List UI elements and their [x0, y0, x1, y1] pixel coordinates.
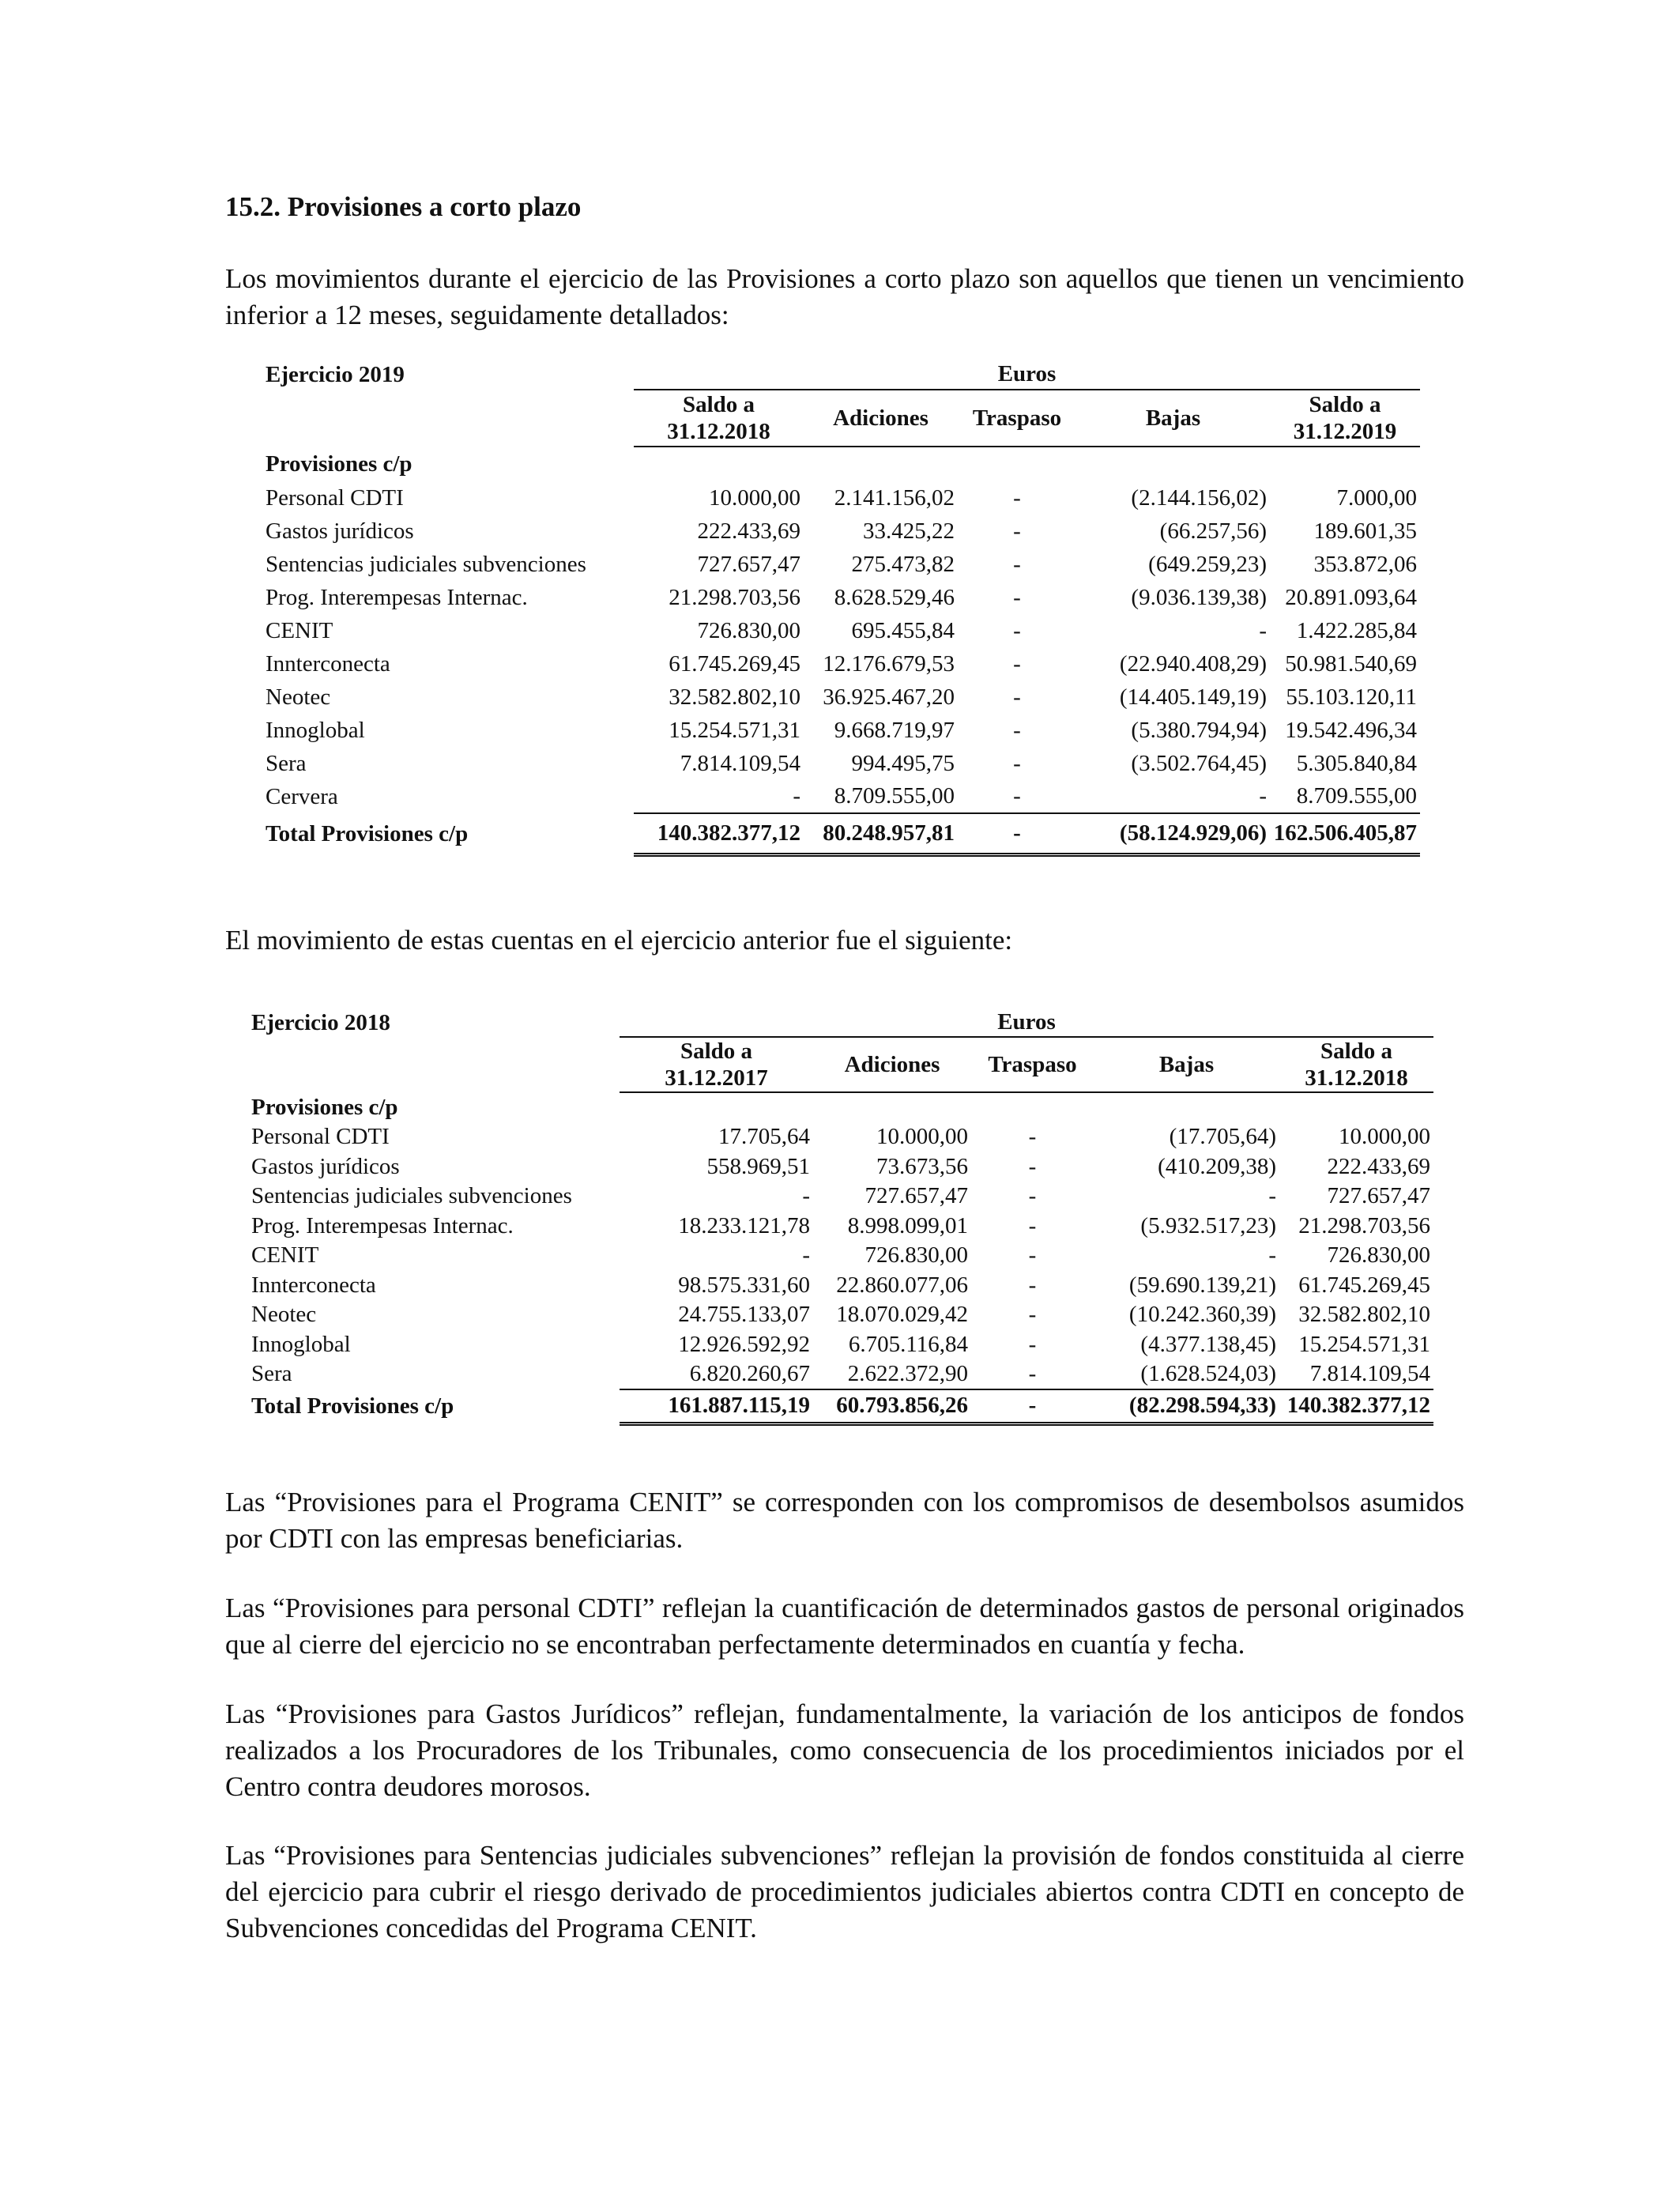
row-cell: (3.502.764,45): [1131, 750, 1267, 776]
table-row: [248, 1271, 1433, 1301]
row-cell: 21.298.703,56: [669, 584, 800, 610]
row-cell: -: [1028, 1153, 1037, 1179]
row-cell: -: [1268, 1183, 1276, 1209]
row-cell: -: [1013, 750, 1021, 776]
total-cell: 162.506.405,87: [1270, 813, 1420, 854]
row-cell: -: [1013, 617, 1021, 643]
row-label: Innterconecta: [251, 1272, 376, 1298]
row-cell: (22.940.408,29): [1119, 650, 1267, 677]
row-label: Sentencias judiciales subvenciones: [266, 551, 586, 577]
row-cell: 558.969,51: [706, 1153, 810, 1179]
col-header-bajas: Bajas: [1076, 390, 1270, 447]
row-cell: -: [1013, 684, 1021, 710]
row-cell: 1.422.285,84: [1296, 617, 1417, 643]
row-cell: 8.709.555,00: [1296, 783, 1417, 809]
total-cell: 140.382.377,12: [1279, 1389, 1433, 1424]
row-cell: (17.705,64): [1169, 1124, 1276, 1150]
row-cell: 32.582.802,10: [669, 684, 800, 710]
row-cell: 24.755.133,07: [678, 1302, 810, 1328]
table-row: [248, 1182, 1433, 1212]
row-cell: 189.601,35: [1313, 518, 1417, 544]
row-cell: 275.473,82: [851, 551, 955, 577]
row-label: Innterconecta: [266, 650, 390, 677]
row-cell: -: [1028, 1212, 1037, 1238]
row-label: Innoglobal: [266, 717, 365, 743]
row-cell: (2.144.156,02): [1131, 484, 1267, 511]
rows-2019: [262, 481, 1420, 813]
row-cell: -: [1028, 1183, 1037, 1209]
col-header-adiciones: Adiciones: [813, 1037, 971, 1092]
row-label: Sera: [266, 750, 307, 776]
col-header-adiciones: Adiciones: [804, 390, 958, 447]
row-cell: -: [1028, 1302, 1037, 1328]
row-label: Innoglobal: [251, 1331, 351, 1357]
table-row: [248, 1122, 1433, 1152]
total-cell: (58.124.929,06): [1076, 813, 1270, 854]
row-label: Prog. Interempesas Internac.: [251, 1212, 514, 1238]
row-cell: 61.745.269,45: [1298, 1272, 1430, 1298]
row-cell: 61.745.269,45: [669, 650, 800, 677]
table-row: [248, 1300, 1433, 1330]
row-cell: 33.425,22: [863, 518, 955, 544]
row-cell: 21.298.703,56: [1298, 1212, 1430, 1238]
total-label: Total Provisiones c/p: [266, 820, 469, 846]
row-label: Sentencias judiciales subvenciones: [251, 1183, 572, 1209]
row-cell: 5.305.840,84: [1296, 750, 1417, 776]
row-cell: 994.495,75: [851, 750, 955, 776]
row-label: Neotec: [266, 684, 331, 710]
row-cell: 19.542.496,34: [1285, 717, 1417, 743]
col-header-bajas: Bajas: [1094, 1037, 1279, 1092]
row-cell: -: [1259, 783, 1267, 809]
table-row: [262, 714, 1420, 747]
row-cell: 50.981.540,69: [1285, 650, 1417, 677]
row-cell: 8.998.099,01: [847, 1212, 968, 1238]
row-cell: 8.628.529,46: [834, 584, 955, 610]
row-label: Neotec: [251, 1302, 317, 1328]
table-row: [262, 747, 1420, 780]
row-cell: 18.233.121,78: [678, 1212, 810, 1238]
row-label: Personal CDTI: [251, 1124, 390, 1150]
table-row: [262, 548, 1420, 581]
table-row: [248, 1152, 1433, 1182]
total-cell: 161.887.115,19: [620, 1389, 813, 1424]
section-label: Provisiones c/p: [251, 1095, 398, 1120]
row-cell: 7.000,00: [1336, 484, 1417, 511]
row-cell: 222.433,69: [697, 518, 800, 544]
row-cell: 222.433,69: [1327, 1153, 1430, 1179]
row-label: CENIT: [266, 617, 333, 643]
row-cell: 36.925.467,20: [823, 684, 955, 710]
row-cell: 6.820.260,67: [689, 1360, 810, 1386]
note-paragraph: Las “Provisiones para Sentencias judiciales subvenciones” reflejan la provisión de fondos constituida al cierre del ejercicio para cubrir el riesgo derivado de procedimientos judiciales abiertos contra CDTI en concepto de Subvenciones concedidas del Programa CENIT.: [225, 1840, 1464, 1943]
row-cell: -: [1013, 650, 1021, 677]
row-cell: -: [1028, 1124, 1037, 1150]
table-row: [262, 680, 1420, 714]
row-cell: 32.582.802,10: [1298, 1302, 1430, 1328]
table-row: [262, 780, 1420, 813]
row-label: Gastos jurídicos: [251, 1153, 400, 1179]
row-cell: -: [1028, 1360, 1037, 1386]
row-cell: 727.657,47: [864, 1183, 968, 1209]
row-cell: -: [1013, 783, 1021, 809]
total-cell: -: [971, 1389, 1094, 1424]
note-paragraph: Las “Provisiones para personal CDTI” reflejan la cuantificación de determinados gastos de personal originados que al cierre del ejercicio no se encontraban perfectamente determinados en cuantía y fecha.: [225, 1593, 1464, 1660]
total-label: Total Provisiones c/p: [251, 1393, 454, 1419]
row-cell: 8.709.555,00: [834, 783, 955, 809]
row-cell: 55.103.120,11: [1286, 684, 1417, 710]
row-label: Gastos jurídicos: [266, 518, 414, 544]
col-header-traspaso: Traspaso: [958, 390, 1076, 447]
total-cell: -: [958, 813, 1076, 854]
row-cell: 726.830,00: [1327, 1242, 1430, 1269]
row-cell: 73.673,56: [876, 1153, 968, 1179]
row-cell: (410.209,38): [1158, 1153, 1276, 1179]
row-cell: -: [1013, 518, 1021, 544]
row-cell: 10.000,00: [876, 1124, 968, 1150]
row-cell: 15.254.571,31: [1298, 1331, 1430, 1357]
row-cell: 12.176.679,53: [823, 650, 955, 677]
total-cell: 80.248.957,81: [804, 813, 958, 854]
row-cell: 17.705,64: [718, 1124, 810, 1150]
row-label: CENIT: [251, 1242, 319, 1269]
row-cell: 12.926.592,92: [678, 1331, 810, 1357]
row-cell: 6.705.116,84: [848, 1331, 968, 1357]
row-cell: -: [1259, 617, 1267, 643]
row-cell: -: [1013, 717, 1021, 743]
table-row: [262, 515, 1420, 548]
row-cell: -: [1028, 1242, 1037, 1269]
total-cell: (82.298.594,33): [1094, 1389, 1279, 1424]
row-cell: 18.070.029,42: [836, 1302, 968, 1328]
intro-paragraph: Los movimientos durante el ejercicio de las Provisiones a corto plazo son aquellos que tienen un vencimiento inferior a 12 meses, seguidamente detallados:: [225, 263, 1464, 330]
row-cell: (9.036.139,38): [1131, 584, 1267, 610]
row-cell: 15.254.571,31: [669, 717, 800, 743]
table-row: [248, 1330, 1433, 1360]
row-label: Personal CDTI: [266, 484, 404, 511]
row-cell: (14.405.149,19): [1119, 684, 1267, 710]
row-cell: (5.932.517,23): [1140, 1212, 1276, 1238]
row-cell: (4.377.138,45): [1140, 1331, 1276, 1357]
table-title: Ejercicio 2019: [266, 361, 405, 387]
row-label: Prog. Interempesas Internac.: [266, 584, 528, 610]
row-cell: 727.657,47: [697, 551, 800, 577]
row-cell: -: [802, 1183, 810, 1209]
currency-header: Euros: [634, 360, 1420, 390]
total-cell: 60.793.856,26: [813, 1389, 971, 1424]
row-cell: (1.628.524,03): [1140, 1360, 1276, 1386]
row-cell: 353.872,06: [1313, 551, 1417, 577]
table-row: [262, 614, 1420, 647]
note-paragraph: Las “Provisiones para Gastos Jurídicos” reflejan, fundamentalmente, la variación de los anticipos de fondos realizados a los Procuradores de los Tribunales, como consecuencia de los procedimientos iniciados por el Centro contra deudores morosos.: [225, 1698, 1464, 1802]
between-paragraph: El movimiento de estas cuentas en el ejercicio anterior fue el siguiente:: [225, 925, 1013, 956]
total-row: [248, 1389, 1433, 1424]
row-cell: -: [793, 783, 800, 809]
table-row: [262, 581, 1420, 614]
row-cell: 2.622.372,90: [847, 1360, 968, 1386]
row-cell: -: [1013, 584, 1021, 610]
row-cell: 695.455,84: [851, 617, 955, 643]
table-2019: [262, 360, 1420, 857]
row-cell: -: [1013, 484, 1021, 511]
total-row: [262, 813, 1420, 854]
table-2018: [248, 1008, 1433, 1426]
row-cell: (59.690.139,21): [1128, 1272, 1276, 1298]
row-cell: 727.657,47: [1327, 1183, 1430, 1209]
row-cell: (66.257,56): [1159, 518, 1267, 544]
col-header-saldo-fin: Saldo a 31.12.2018: [1279, 1037, 1433, 1092]
row-cell: -: [1013, 551, 1021, 577]
row-cell: (10.242.360,39): [1128, 1302, 1276, 1328]
row-label: Cervera: [266, 783, 338, 809]
row-cell: -: [1268, 1242, 1276, 1269]
rows-2018: [248, 1122, 1433, 1389]
row-cell: 7.814.109,54: [1309, 1360, 1430, 1386]
row-cell: 9.668.719,97: [834, 717, 955, 743]
row-cell: 2.141.156,02: [834, 484, 955, 511]
col-header-saldo-fin: Saldo a 31.12.2019: [1270, 390, 1420, 447]
row-cell: 20.891.093,64: [1285, 584, 1417, 610]
col-header-saldo-inicio: Saldo a 31.12.2017: [620, 1037, 813, 1092]
table-title: Ejercicio 2018: [251, 1009, 390, 1035]
col-header-saldo-inicio: Saldo a 31.12.2018: [634, 390, 804, 447]
row-cell: 726.830,00: [864, 1242, 968, 1269]
note-paragraph: Las “Provisiones para el Programa CENIT” se corresponden con los compromisos de desembolsos asumidos por CDTI con las empresas beneficiarias.: [225, 1487, 1464, 1554]
table-row: [262, 647, 1420, 680]
row-cell: (649.259,23): [1148, 551, 1267, 577]
row-cell: -: [802, 1242, 810, 1269]
table-row: [248, 1359, 1433, 1389]
row-cell: 98.575.331,60: [678, 1272, 810, 1298]
table-row: [248, 1212, 1433, 1242]
row-cell: 22.860.077,06: [836, 1272, 968, 1298]
row-cell: 726.830,00: [697, 617, 800, 643]
section-label: Provisiones c/p: [266, 451, 412, 477]
table-row: [248, 1241, 1433, 1271]
row-cell: 10.000,00: [1339, 1124, 1430, 1150]
row-cell: -: [1028, 1272, 1037, 1298]
row-label: Sera: [251, 1361, 292, 1387]
currency-header: Euros: [620, 1008, 1433, 1037]
col-header-traspaso: Traspaso: [971, 1037, 1094, 1092]
total-cell: 140.382.377,12: [634, 813, 804, 854]
row-cell: (5.380.794,94): [1131, 717, 1267, 743]
row-cell: -: [1028, 1331, 1037, 1357]
row-cell: 10.000,00: [709, 484, 800, 511]
section-heading: 15.2. Provisiones a corto plazo: [225, 191, 582, 222]
table-row: [262, 481, 1420, 515]
row-cell: 7.814.109,54: [680, 750, 800, 776]
